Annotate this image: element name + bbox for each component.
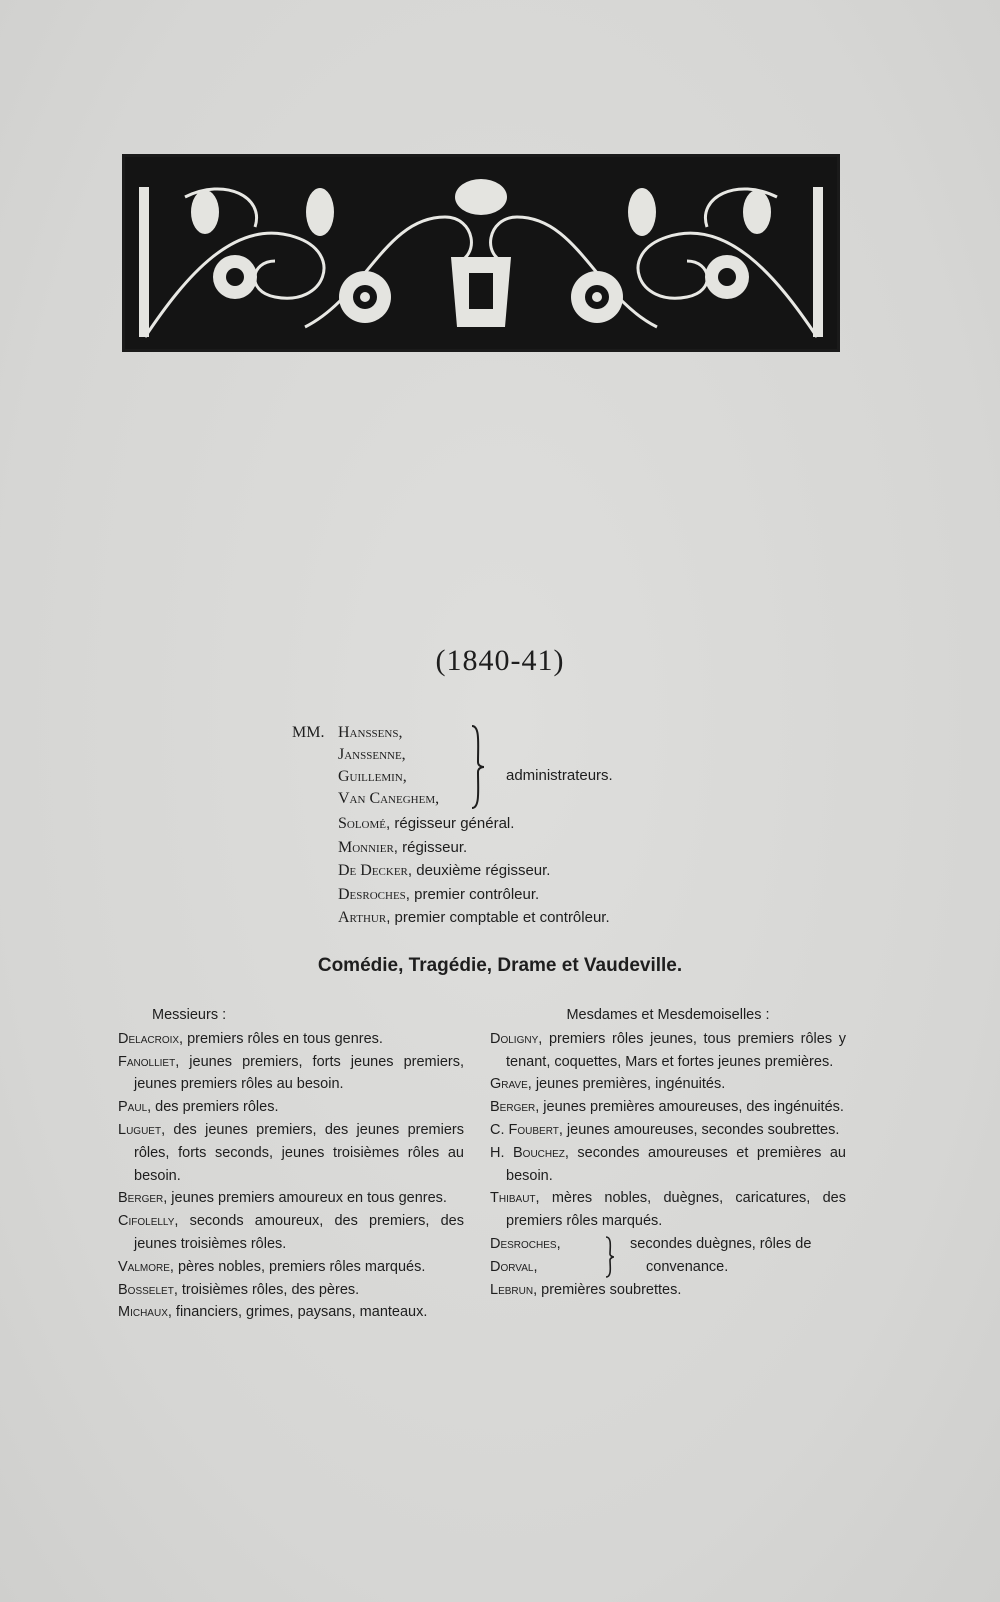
cast-entry bbox=[490, 1096, 846, 1119]
cast-name: Luguet bbox=[118, 1121, 162, 1138]
staff-role: , premier comptable et contrôleur. bbox=[386, 909, 610, 927]
cast-role: , premiers rôles jeunes, tous premiers rôles y tenant, coquettes, Mars et fortes jeunes premières. bbox=[506, 1030, 846, 1070]
staff-role: , régisseur général. bbox=[386, 815, 515, 832]
cast-entry bbox=[118, 1096, 464, 1119]
staff-name: Arthur bbox=[338, 909, 387, 927]
staff-name: Monnier bbox=[338, 838, 394, 856]
cast-role: , jeunes amoureuses, secondes soubrettes. bbox=[558, 1121, 840, 1138]
ornament-scroll-icon bbox=[125, 157, 837, 349]
cast-entry bbox=[118, 1187, 464, 1210]
cast-entry bbox=[118, 1119, 464, 1187]
cast-name: Lebrun bbox=[490, 1281, 534, 1298]
cast-role: , pères nobles, premiers rôles marqués. bbox=[169, 1258, 426, 1275]
cast-name: Valmore bbox=[118, 1258, 170, 1275]
admin-name: Janssenne, bbox=[338, 746, 406, 763]
staff-line bbox=[338, 812, 610, 836]
cast-entry bbox=[490, 1279, 846, 1302]
cast-entry bbox=[118, 1051, 464, 1097]
cast-role: , des jeunes premiers, des jeunes premiers rôles, forts seconds, jeunes troisièmes rôles au besoin. bbox=[134, 1121, 464, 1184]
cast-role: convenance. bbox=[646, 1258, 729, 1275]
admin-prefix: MM. bbox=[292, 724, 325, 741]
staff-role: , régisseur. bbox=[393, 838, 468, 856]
cast-name: Michaux bbox=[118, 1304, 168, 1321]
cast-role: , jeunes premiers amoureux en tous genres. bbox=[163, 1190, 447, 1207]
cast-entry bbox=[490, 1028, 846, 1074]
cast-name: Grave bbox=[490, 1076, 528, 1093]
staff-name: Solomé bbox=[338, 815, 387, 832]
staff-line bbox=[338, 906, 610, 930]
men-column bbox=[118, 1004, 464, 1324]
season-year: (1840-41) bbox=[435, 644, 565, 677]
cast-name: Desroches, bbox=[490, 1235, 561, 1252]
women-column bbox=[490, 1004, 846, 1302]
staff-role: , premier contrôleur. bbox=[405, 885, 540, 903]
cast-name: Doligny bbox=[490, 1030, 539, 1047]
staff-role: , deuxième régisseur. bbox=[407, 862, 551, 880]
cast-name: Bosselet bbox=[118, 1281, 174, 1298]
cast-name: Berger bbox=[490, 1099, 536, 1116]
staff-line bbox=[338, 883, 610, 907]
cast-name: Delacroix bbox=[118, 1030, 180, 1047]
men-heading: Messieurs : bbox=[152, 1007, 227, 1023]
cast-name: Paul bbox=[118, 1099, 148, 1116]
cast-name: Dorval, bbox=[490, 1258, 538, 1275]
admin-names bbox=[338, 722, 439, 810]
women-heading: Mesdames et Mesdemoiselles : bbox=[566, 1007, 770, 1023]
brace-icon bbox=[604, 1236, 616, 1278]
cast-role: , des premiers rôles. bbox=[147, 1099, 279, 1116]
cast-name: Cifolelly bbox=[118, 1213, 175, 1230]
cast-role: , premiers rôles en tous genres. bbox=[179, 1030, 383, 1047]
cast-entry bbox=[118, 1279, 464, 1302]
staff-list bbox=[338, 812, 610, 930]
cast-entry bbox=[118, 1256, 464, 1279]
cast-role: , jeunes premiers, forts jeunes premiers, jeunes premiers rôles au besoin. bbox=[134, 1053, 464, 1093]
cast-entry bbox=[118, 1028, 464, 1051]
cast-name: C. Foubert bbox=[490, 1121, 559, 1138]
cast-role: , financiers, grimes, paysans, manteaux. bbox=[167, 1304, 428, 1321]
cast-role: , premières soubrettes. bbox=[533, 1281, 682, 1298]
staff-name: De Decker bbox=[338, 862, 408, 880]
cast-entry bbox=[490, 1187, 846, 1233]
admin-name: Guillemin, bbox=[338, 768, 407, 785]
cast-name: Thibaut bbox=[490, 1190, 536, 1207]
cast-role: , troisièmes rôles, des pères. bbox=[173, 1281, 360, 1298]
cast-entry bbox=[118, 1301, 464, 1324]
brace-icon bbox=[468, 724, 486, 810]
staff-line bbox=[338, 859, 610, 883]
cast-role: , secondes amoureuses et premières au besoin. bbox=[506, 1144, 846, 1184]
cast-role: , jeunes premières amoureuses, des ingénuités. bbox=[535, 1099, 844, 1116]
cast-name: Berger bbox=[118, 1190, 164, 1207]
admin-name: Hanssens, bbox=[338, 724, 403, 741]
cast-entry bbox=[490, 1142, 846, 1188]
cast-entry bbox=[490, 1119, 846, 1142]
cast-entry bbox=[490, 1073, 846, 1096]
cast-entry bbox=[118, 1210, 464, 1256]
cast-name: Fanolliet bbox=[118, 1053, 176, 1070]
admin-name: Van Caneghem, bbox=[338, 790, 440, 807]
cast-name: H. Bouchez bbox=[490, 1144, 565, 1161]
staff-name: Desroches bbox=[338, 885, 406, 903]
admin-role: administrateurs. bbox=[506, 767, 613, 784]
shared-role-entry bbox=[490, 1233, 846, 1279]
cast-role: , mères nobles, duègnes, caricatures, des premiers rôles marqués. bbox=[506, 1190, 846, 1230]
cast-role: secondes duègnes, rôles de bbox=[630, 1235, 812, 1252]
section-title: Comédie, Tragédie, Drame et Vaudeville. bbox=[317, 955, 683, 976]
ornamental-banner bbox=[122, 154, 840, 352]
cast-role: , seconds amoureux, des premiers, des jeunes troisièmes rôles. bbox=[134, 1213, 464, 1252]
cast-role: , jeunes premières, ingénuités. bbox=[527, 1076, 726, 1093]
staff-line bbox=[338, 836, 610, 860]
